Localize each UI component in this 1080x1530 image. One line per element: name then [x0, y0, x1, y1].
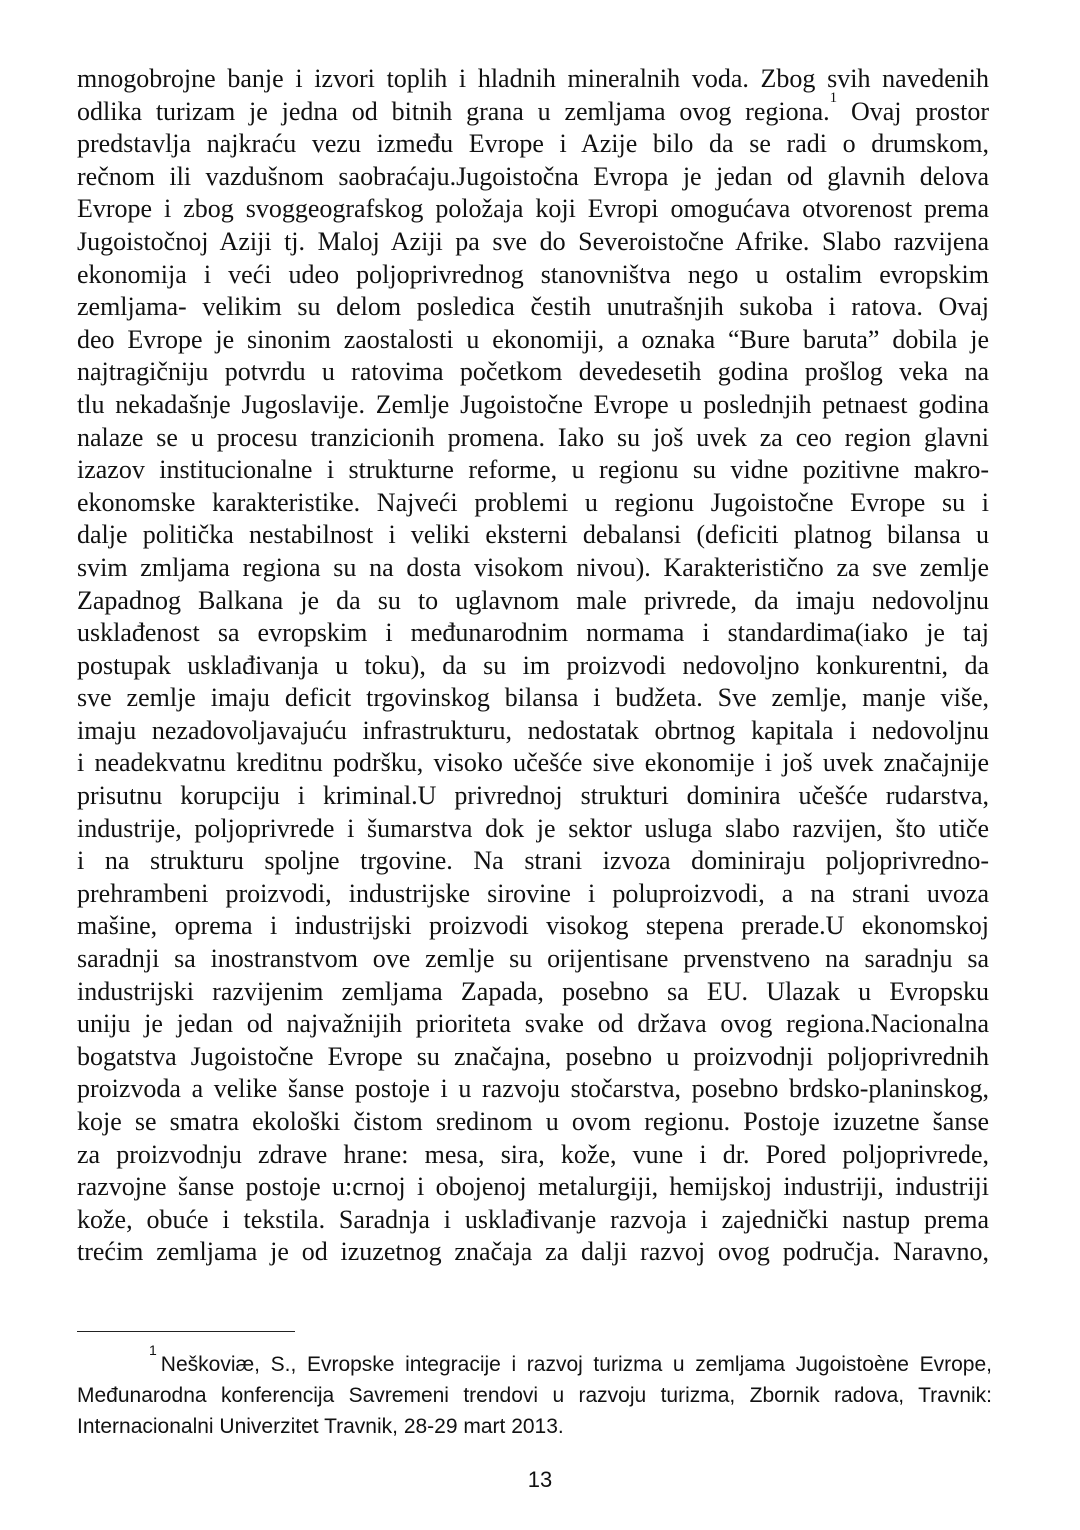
text-line: ekonomija i veći udeo poljoprivrednog stanovništva nego u ostalim evropskim [77, 259, 989, 289]
text-line: sve zemlje imaju deficit trgovinskog bilansa i budžeta. Sve zemlje, manje više, [77, 683, 989, 713]
text-line: proizvoda a velike šanse postoje i u razvoju stočarstva, posebno brdsko-planinskog, [77, 1074, 989, 1104]
text-line: za proizvodnju zdrave hrane: mesa, sira, kože, vune i dr. Pored poljoprivrede, [77, 1139, 989, 1169]
footnote-line: Međunarodna konferencija Savremeni trendovi u razvoju turizma, Zbornik radova, Travnik: [77, 1384, 992, 1407]
text-line: saradnji sa inostranstvom ove zemlje su orijentisane prvenstveno na saradnju sa [77, 944, 989, 974]
text-line: mašine, oprema i industrijski proizvodi visokog stepena prerade.U ekonomskoj [77, 911, 989, 941]
footnote-separator [77, 1331, 295, 1332]
footnote [77, 1342, 992, 1442]
text-line: tlu nekadašnje Jugoslavije. Zemlje Jugoistočne Evrope u poslednjih petnaest godina [77, 389, 989, 419]
text-line: koje se smatra ekološki čistom sredinom u ovom regionu. Postoje izuzetne šanse [77, 1107, 989, 1136]
text-line: rečnom ili vazdušnom saobraćaju.Jugoistočna Evropa je jedan od glavnih delova [77, 161, 989, 191]
footnote-reference[interactable]: 1 [829, 89, 838, 106]
text-line-end: Ovaj prostor [850, 96, 990, 126]
text-line-start: odlika turizam je jedna od bitnih grana u zemljama ovog regiona. [77, 96, 830, 126]
text-line: trećim zemljama je od izuzetnog značaja za dalji razvoj ovog područja. Naravno, [77, 1237, 989, 1267]
text-line: prehrambeni proizvodi, industrijske sirovine i poluproizvodi, a na strani uvoza [77, 878, 989, 908]
text-line: imaju nezadovoljavajuću infrastrukturu, nedostatak obrtnog kapitala i nedovoljnu [77, 715, 989, 745]
text-line: zemljama- velikim su delom posledica čestih unutrašnjih sukoba i ratova. Ovaj [77, 292, 989, 322]
footnote-line [77, 1342, 992, 1380]
text-line: kože, obuće i tekstila. Saradnja i usklađivanje razvoja i zajednički nastup prema [77, 1204, 989, 1234]
text-line: Zapadnog Balkana je da su to uglavnom male privrede, da imaju nedovoljnu [77, 585, 989, 615]
text-line: razvojne šanse postoje u:crnoj i obojenoj metalurgiji, hemijskoj industriji, industriji [77, 1172, 989, 1202]
text-line: izazov institucionalne i strukturne reforme, u regionu su vidne pozitivne makro- [77, 455, 989, 485]
text-line: industrije, poljoprivrede i šumarstva dok je sektor usluga slabo razvijen, što utiče [77, 813, 989, 843]
text-line: predstavlja najkraću vezu između Evrope i Azije bilo da se radi o drumskom, [77, 129, 989, 159]
text-line: Jugoistočnoj Aziji tj. Maloj Aziji pa sve do Severoistočne Afrike. Slabo razvijena [77, 226, 989, 256]
text-line: industrijski razvijenim zemljama Zapada, posebno sa EU. Ulazak u Evropsku [77, 976, 989, 1006]
text-line: i neadekvatnu kreditnu podršku, visoko učešće sive ekonomije i još uvek značajnije [77, 748, 989, 778]
text-line: Evrope i zbog svoggeografskog položaja koji Evropi omogućava otvorenost prema [77, 194, 989, 224]
footnote-marker: 1 [149, 1342, 157, 1358]
text-line: i na strukturu spoljne trgovine. Na strani izvoza dominiraju poljoprivredno- [77, 846, 989, 876]
text-line: svim zmljama regiona su na dosta visokom nivou). Karakteristično za sve zemlje [77, 552, 989, 582]
text-line: najtragičniju potvrdu u ratovima početkom devedesetih godina prošlog veka na [77, 357, 989, 387]
page-number: 13 [527, 1467, 553, 1492]
text-line: dalje politička nestabilnost i veliki eksterni debalansi (deficiti platnog bilansa u [77, 520, 989, 550]
text-line: uniju je jedan od najvažnijih prioriteta svake od država ovog regiona.Nacionalna [77, 1009, 989, 1039]
text-line: postupak usklađivanja u toku), da su im proizvodi nedovoljno konkurentni, da [77, 650, 989, 680]
footnote-text: Neškoviæ, S., Evropske integracije i razvoj turizma u zemljama Jugoistoène Evrope, [160, 1353, 992, 1376]
text-line: ekonomske karakteristike. Najveći problemi u regionu Jugoistočne Evrope su i [77, 487, 989, 517]
text-line: prisutnu korupciju i kriminal.U privrednoj strukturi dominira učešće rudarstva, [77, 781, 989, 811]
text-line: usklađenost sa evropskim i međunarodnim normama i standardima(iako je taj [77, 618, 989, 648]
text-line: mnogobrojne banje i izvori toplih i hladnih mineralnih voda. Zbog svih navedenih [77, 64, 989, 93]
text-line [77, 89, 990, 129]
footnote-line: Internacionalni Univerzitet Travnik, 28-29 mart 2013. [77, 1415, 564, 1438]
text-line: nalaze se u procesu tranzicionih promena. Iako su još uvek za ceo region glavni [77, 422, 989, 452]
body-text [77, 63, 989, 1269]
text-line: deo Evrope je sinonim zaostalosti u ekonomiji, a oznaka “Bure baruta” dobila je [77, 324, 989, 354]
text-line: bogatstva Jugoistočne Evrope su značajna, posebno u proizvodnji poljoprivrednih [77, 1041, 989, 1071]
